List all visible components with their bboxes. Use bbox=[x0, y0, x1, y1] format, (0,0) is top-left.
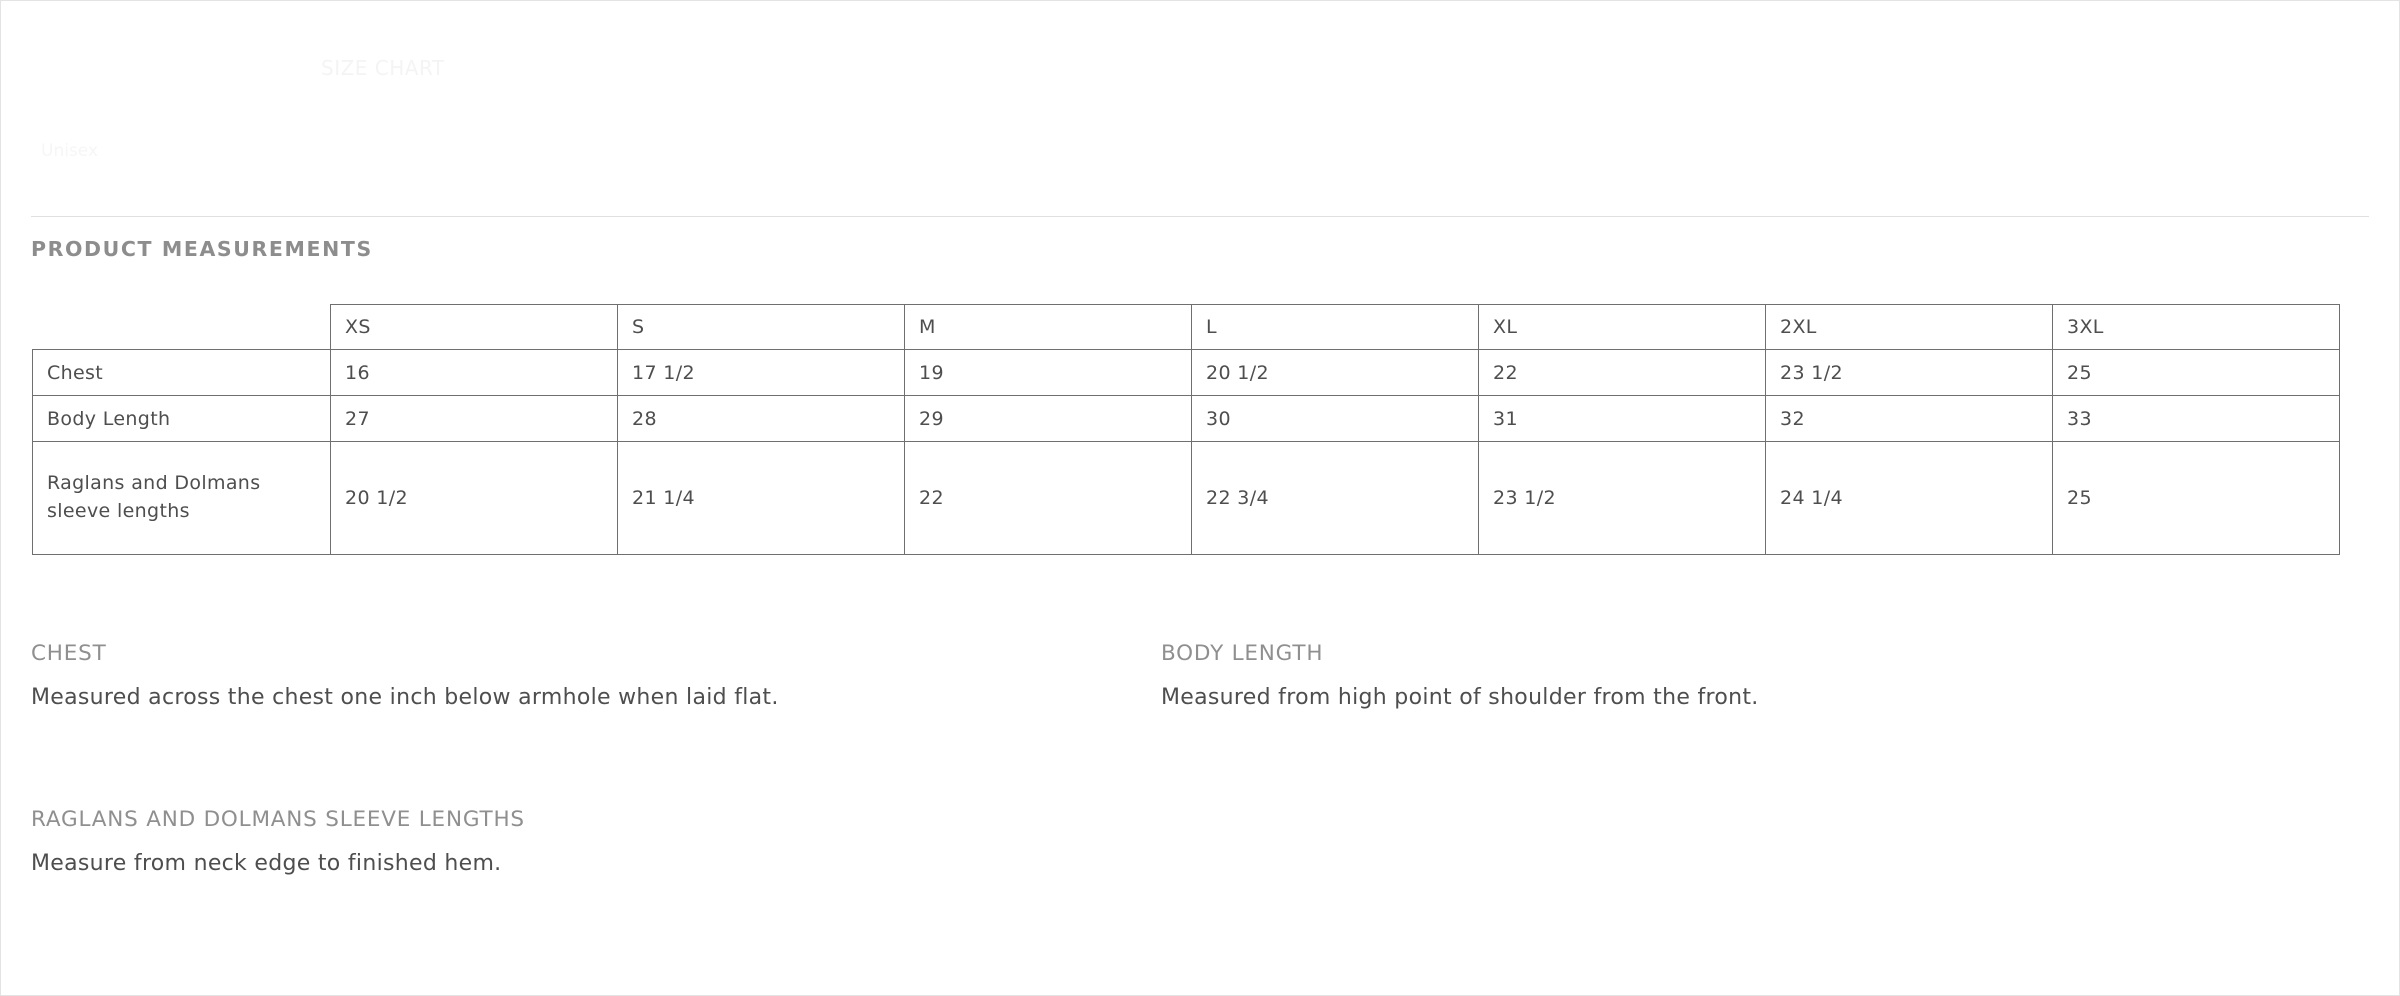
cell-body-length-m: 29 bbox=[905, 396, 1192, 442]
cell-chest-3xl: 25 bbox=[2053, 350, 2340, 396]
cell-sleeve-2xl: 24 1/4 bbox=[1766, 442, 2053, 555]
cell-chest-2xl: 23 1/2 bbox=[1766, 350, 2053, 396]
note-chest-body: Measured across the chest one inch below armhole when laid flat. bbox=[31, 685, 779, 710]
note-chest bbox=[31, 641, 1081, 710]
note-body-length bbox=[1161, 641, 2211, 710]
note-body-length-title: BODY LENGTH bbox=[1161, 641, 1324, 666]
cell-chest-m: 19 bbox=[905, 350, 1192, 396]
cell-body-length-xs: 27 bbox=[331, 396, 618, 442]
cell-chest-xs: 16 bbox=[331, 350, 618, 396]
cell-body-length-3xl: 33 bbox=[2053, 396, 2340, 442]
cell-body-length-2xl: 32 bbox=[1766, 396, 2053, 442]
column-header-l: L bbox=[1192, 305, 1479, 350]
column-header-xs: XS bbox=[331, 305, 618, 350]
row-label-raglan-dolman-sleeve: Raglans and Dolmans sleeve lengths bbox=[33, 442, 331, 555]
column-header-xl: XL bbox=[1479, 305, 1766, 350]
note-chest-title: CHEST bbox=[31, 641, 107, 666]
cell-sleeve-xs: 20 1/2 bbox=[331, 442, 618, 555]
note-body-length-body: Measured from high point of shoulder from the front. bbox=[1161, 685, 1759, 710]
cell-body-length-xl: 31 bbox=[1479, 396, 1766, 442]
row-label-body-length: Body Length bbox=[33, 396, 331, 442]
ghost-heading-primary: SIZE CHART bbox=[321, 56, 445, 80]
column-header-2xl: 2XL bbox=[1766, 305, 2053, 350]
product-measurements-table-wrapper bbox=[32, 304, 2359, 555]
table-row bbox=[33, 350, 2340, 396]
cell-chest-xl: 22 bbox=[1479, 350, 1766, 396]
section-divider bbox=[31, 216, 2369, 217]
product-measurements-table bbox=[32, 304, 2340, 555]
cell-sleeve-xl: 23 1/2 bbox=[1479, 442, 1766, 555]
cell-sleeve-s: 21 1/4 bbox=[618, 442, 905, 555]
cell-chest-l: 20 1/2 bbox=[1192, 350, 1479, 396]
note-raglan-dolman-body: Measure from neck edge to finished hem. bbox=[31, 851, 502, 876]
cell-body-length-l: 30 bbox=[1192, 396, 1479, 442]
page-title: PRODUCT MEASUREMENTS bbox=[31, 237, 373, 261]
table-header-row bbox=[33, 305, 2340, 350]
table-row bbox=[33, 442, 2340, 555]
cell-body-length-s: 28 bbox=[618, 396, 905, 442]
column-header-3xl: 3XL bbox=[2053, 305, 2340, 350]
cell-chest-s: 17 1/2 bbox=[618, 350, 905, 396]
cell-sleeve-m: 22 bbox=[905, 442, 1192, 555]
cell-sleeve-3xl: 25 bbox=[2053, 442, 2340, 555]
cell-sleeve-l: 22 3/4 bbox=[1192, 442, 1479, 555]
note-raglan-dolman-title: RAGLANS AND DOLMANS SLEEVE LENGTHS bbox=[31, 807, 525, 832]
ghost-heading-secondary: Unisex bbox=[41, 141, 99, 161]
table-row bbox=[33, 396, 2340, 442]
column-header-s: S bbox=[618, 305, 905, 350]
note-raglan-dolman bbox=[31, 807, 1231, 876]
column-header-m: M bbox=[905, 305, 1192, 350]
table-corner-cell bbox=[33, 305, 331, 350]
row-label-chest: Chest bbox=[33, 350, 331, 396]
